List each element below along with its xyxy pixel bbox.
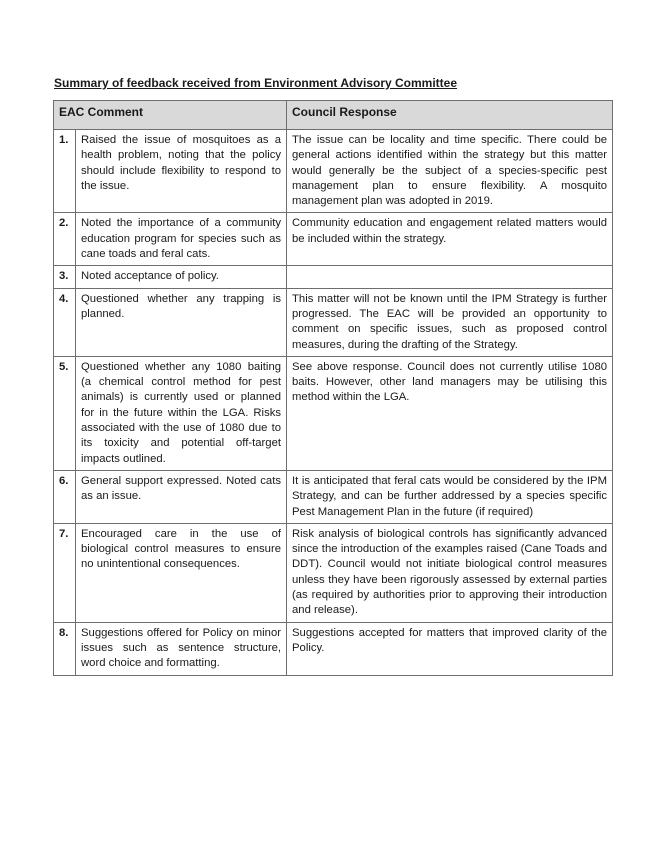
eac-comment-cell: General support expressed. Noted cats as an issue.	[76, 470, 287, 523]
council-response-cell: Risk analysis of biological controls has significantly advanced since the introduction of the examples raised (Cane Toads and DDT). Council would not initiate biological control measures unless they have been rigorously assessed by external parties (as required by authorities prior to approving their introduction and release).	[287, 523, 613, 622]
council-response-cell: See above response. Council does not currently utilise 1080 baits. However, other land managers may be utilising this method within the LGA.	[287, 356, 613, 470]
row-number: 7.	[54, 523, 76, 622]
council-response-cell: Suggestions accepted for matters that improved clarity of the Policy.	[287, 622, 613, 675]
eac-comment-cell: Suggestions offered for Policy on minor issues such as sentence structure, word choice and formatting.	[76, 622, 287, 675]
table-row	[54, 130, 613, 213]
eac-comment-cell: Questioned whether any trapping is planned.	[76, 288, 287, 356]
council-response-cell: Community education and engagement related matters would be included within the strategy.	[287, 213, 613, 266]
table-header	[54, 101, 613, 130]
row-number: 2.	[54, 213, 76, 266]
eac-comment-cell: Questioned whether any 1080 baiting (a chemical control method for pest animals) is currently used or planned for in the future within the LGA. Risks associated with the use of 1080 due to its toxicity and potential off-target impacts outlined.	[76, 356, 287, 470]
table-row	[54, 470, 613, 523]
header-eac-comment: EAC Comment	[54, 101, 287, 130]
eac-comment-cell: Encouraged care in the use of biological control measures to ensure no unintentional consequences.	[76, 523, 287, 622]
document-title: Summary of feedback received from Environment Advisory Committee	[54, 76, 458, 90]
row-number: 1.	[54, 130, 76, 213]
table-row	[54, 213, 613, 266]
table-row	[54, 356, 613, 470]
council-response-cell	[287, 266, 613, 288]
header-row	[54, 101, 613, 130]
council-response-cell: This matter will not be known until the IPM Strategy is further progressed. The EAC will be provided an opportunity to comment on specific issues, such as proposed control measures, during the drafting of the Strategy.	[287, 288, 613, 356]
eac-comment-cell: Noted acceptance of policy.	[76, 266, 287, 288]
table-row	[54, 266, 613, 288]
row-number: 3.	[54, 266, 76, 288]
table-row	[54, 622, 613, 675]
council-response-cell: The issue can be locality and time specific. There could be general actions identified within the strategy but this matter would generally be the subject of a species-specific pest management plan to ensure flexibility. A mosquito management plan was adopted in 2019.	[287, 130, 613, 213]
row-number: 4.	[54, 288, 76, 356]
table-row	[54, 288, 613, 356]
table-row	[54, 523, 613, 622]
eac-comment-cell: Noted the importance of a community education program for species such as cane toads and feral cats.	[76, 213, 287, 266]
row-number: 8.	[54, 622, 76, 675]
eac-comment-cell: Raised the issue of mosquitoes as a health problem, noting that the policy should include flexibility to respond to the issue.	[76, 130, 287, 213]
feedback-table	[53, 100, 613, 676]
row-number: 6.	[54, 470, 76, 523]
row-number: 5.	[54, 356, 76, 470]
table-body	[54, 130, 613, 676]
header-council-response: Council Response	[287, 101, 613, 130]
council-response-cell: It is anticipated that feral cats would be considered by the IPM Strategy, and can be further addressed by a species specific Pest Management Plan in the future (if required)	[287, 470, 613, 523]
